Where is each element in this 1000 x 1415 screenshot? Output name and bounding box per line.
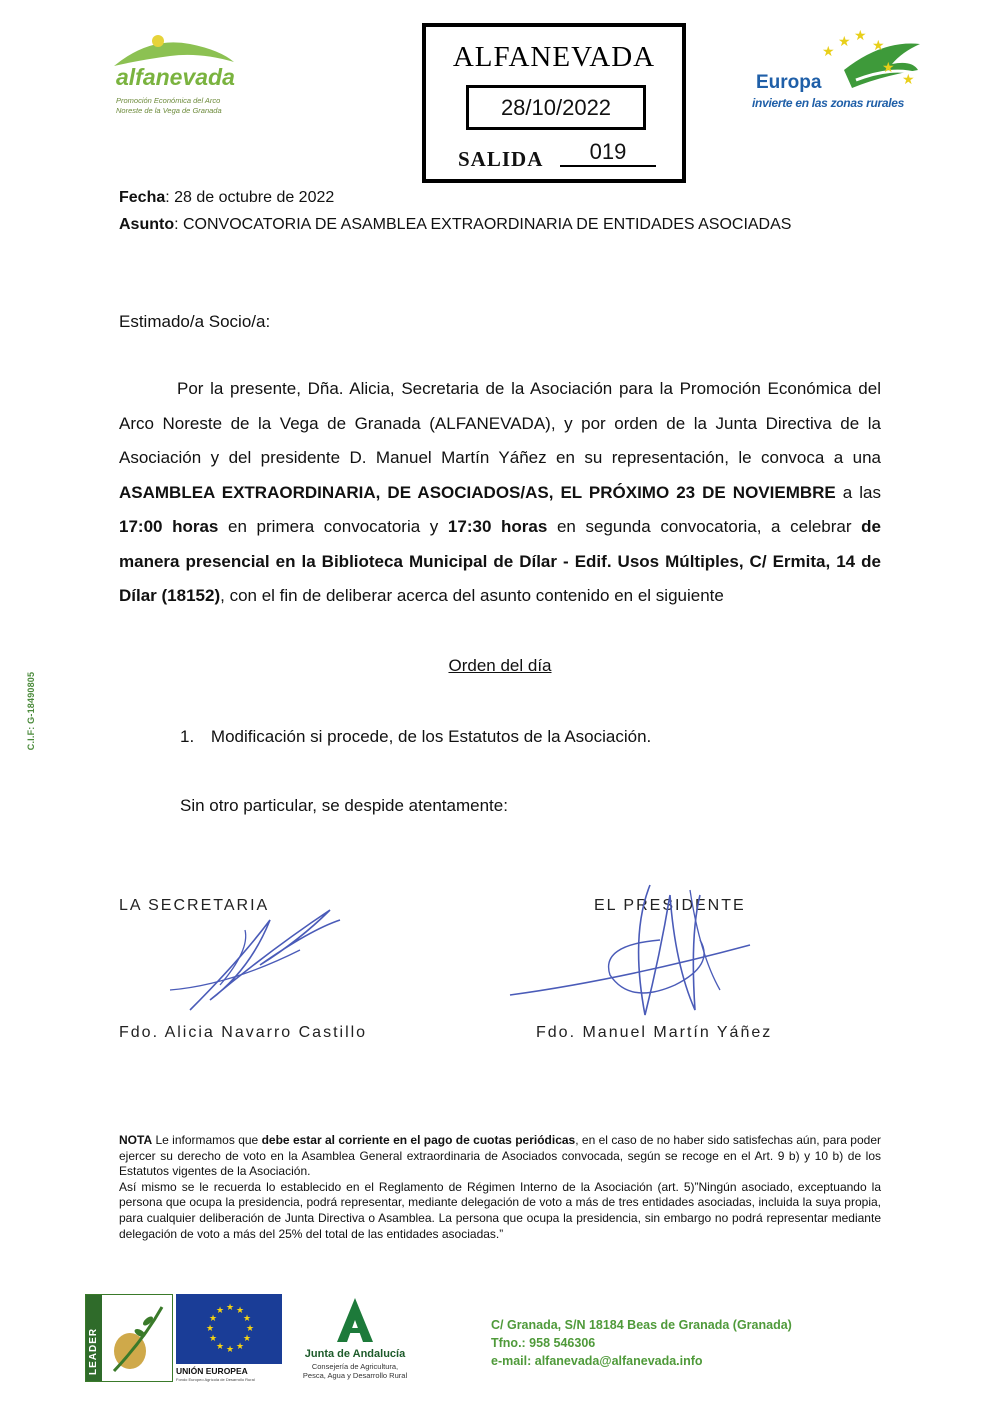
fecha-value: : 28 de octubre de 2022 bbox=[165, 189, 335, 206]
nota-paragraph-2: Así mismo se le recuerda lo establecido en el Reglamento de Régimen Interno de la Asociación (art. 5)”Ningún asociado, exceptuando la persona que ocupa la presidencia, podrá representar, mediante delegación de voto a más de tres entidades asociadas, incluida la suya propia, para cualquier deliberación de Junta Directiva o Asamblea. La persona que ocupa la presidencia, sin embargo no podrá representar mediante delegación de voto a más del 25% del total de las entidades asociadas.” bbox=[119, 1179, 881, 1241]
closing: Sin otro particular, se despide atentamente: bbox=[180, 796, 508, 815]
fecha-line bbox=[119, 189, 334, 207]
registry-stamp bbox=[422, 23, 686, 183]
p-text-3: en primera convocatoria y bbox=[218, 517, 448, 536]
junta-a-icon bbox=[335, 1296, 375, 1344]
p-bold-assembly: ASAMBLEA EXTRAORDINARIA, DE ASOCIADOS/AS, EL PRÓXIMO 23 DE NOVIEMBRE bbox=[119, 482, 836, 502]
leader-label: LEADER bbox=[88, 1327, 99, 1375]
greeting: Estimado/a Socio/a: bbox=[119, 312, 271, 331]
orden-title-wrap bbox=[0, 656, 1000, 676]
agenda-item-number: 1. bbox=[180, 727, 195, 746]
ue-sublabel: Fondo Europeo Agrícola de Desarrollo Rural bbox=[176, 1377, 255, 1382]
svg-text:★: ★ bbox=[216, 1305, 225, 1315]
svg-text:★: ★ bbox=[206, 1323, 215, 1333]
p-text-5: , con el fin de deliberar acerca del asunto contenido en el siguiente bbox=[220, 586, 724, 605]
nota-text-2: , en el caso de no haber sido satisfechas aún, para poder ejercer su derecho de voto en la Asamblea General extraordinaria de Asociados convocada, según se recoge en el Art. 9 b) y 10 b) de los Estatutos vigentes de la Asociación. bbox=[119, 1133, 882, 1179]
stamp-number: 019 bbox=[560, 139, 656, 167]
nota-paragraph-1 bbox=[119, 1133, 881, 1180]
asunto-label: Asunto bbox=[119, 216, 175, 233]
asunto-line bbox=[119, 216, 791, 234]
svg-text:★: ★ bbox=[236, 1341, 245, 1351]
p-text-4: en segunda convocatoria, a celebrar bbox=[547, 517, 862, 536]
svg-text:★: ★ bbox=[236, 1305, 245, 1315]
contact-email[interactable]: e-mail: alfanevada@alfanevada.info bbox=[491, 1354, 703, 1368]
svg-text:★: ★ bbox=[882, 59, 895, 75]
svg-text:★: ★ bbox=[226, 1344, 235, 1354]
leader-logo bbox=[85, 1294, 173, 1382]
junta-andalucia-logo bbox=[300, 1296, 410, 1386]
p-text-2: a las bbox=[835, 482, 881, 502]
orden-title: Orden del día bbox=[448, 656, 552, 675]
stamp-salida-label: SALIDA bbox=[458, 147, 544, 171]
asunto-value: : CONVOCATORIA DE ASAMBLEA EXTRAORDINARIA DE ENTIDADES ASOCIADAS bbox=[174, 216, 792, 233]
p-bold-venue: de manera presencial en la Biblioteca Municipal de Dílar - Edif. Usos Múltiples, C/ Ermita, 14 de Dílar (18152) bbox=[119, 517, 882, 605]
p-bold-time-2: 17:30 horas bbox=[447, 517, 548, 536]
p-text-1: Por la presente, Dña. Alicia, Secretaria de la Asociación para la Promoción Económica del Arco Noreste de la Vega de Granada (ALFANEVADA), y por orden de la Junta Directiva de la Asociación y del presidente D. Manuel Martín Yáñez en su representación, le convoca a una bbox=[119, 379, 881, 467]
junta-sub-1: Consejería de Agricultura, bbox=[311, 1362, 399, 1371]
ue-logo bbox=[176, 1294, 282, 1382]
main-paragraph bbox=[119, 372, 881, 614]
eu-flag-icon bbox=[176, 1294, 282, 1364]
svg-text:★: ★ bbox=[838, 33, 851, 49]
alfanevada-logo bbox=[110, 30, 250, 120]
svg-text:★: ★ bbox=[822, 43, 835, 59]
ue-label: UNIÓN EUROPEA bbox=[176, 1366, 248, 1376]
svg-text:★: ★ bbox=[872, 37, 885, 53]
presidente-name: Fdo. Manuel Martín Yáñez bbox=[536, 1024, 773, 1041]
contact-address: C/ Granada, S/N 18184 Beas de Granada (Granada) bbox=[491, 1318, 792, 1332]
svg-text:★: ★ bbox=[902, 71, 915, 87]
nota-label: NOTA bbox=[119, 1133, 153, 1147]
logo-name: alfanevada bbox=[116, 64, 235, 90]
stamp-title: ALFANEVADA bbox=[452, 41, 656, 73]
presidente-role: EL PRESIDENTE bbox=[594, 897, 746, 914]
side-cif bbox=[22, 670, 52, 760]
svg-text:★: ★ bbox=[243, 1333, 252, 1343]
svg-text:★: ★ bbox=[216, 1341, 225, 1351]
svg-text:★: ★ bbox=[209, 1333, 218, 1343]
leaf-icon bbox=[104, 1299, 170, 1377]
svg-text:★: ★ bbox=[243, 1313, 252, 1323]
logo-subtitle-2: Noreste de la Vega de Granada bbox=[116, 106, 222, 115]
europa-tagline: invierte en las zonas rurales bbox=[752, 96, 905, 110]
svg-text:★: ★ bbox=[246, 1323, 255, 1333]
nota-block bbox=[119, 1133, 881, 1242]
fecha-label: Fecha bbox=[119, 189, 166, 206]
agenda-item-text: Modificación si procede, de los Estatutos de la Asociación. bbox=[210, 727, 652, 746]
p-bold-time-1: 17:00 horas bbox=[119, 517, 219, 536]
europa-logo bbox=[752, 30, 922, 120]
svg-text:★: ★ bbox=[854, 30, 867, 43]
secretaria-role: LA SECRETARIA bbox=[119, 897, 270, 914]
presidente-signature bbox=[500, 875, 760, 1025]
secretaria-signature bbox=[150, 890, 380, 1030]
nota-bold-1: debe estar al corriente en el pago de cuotas periódicas bbox=[261, 1133, 576, 1147]
nota-text-1: Le informamos que bbox=[152, 1133, 262, 1147]
junta-title: Junta de Andalucía bbox=[304, 1348, 406, 1360]
europa-title: Europa bbox=[756, 72, 822, 93]
secretaria-name: Fdo. Alicia Navarro Castillo bbox=[119, 1024, 368, 1041]
agenda-item bbox=[180, 727, 651, 747]
stamp-date: 28/10/2022 bbox=[466, 85, 646, 130]
contact-phone: Tfno.: 958 546306 bbox=[491, 1336, 596, 1350]
svg-text:★: ★ bbox=[226, 1302, 235, 1312]
cif-text: C.I.F: G-18490805 bbox=[26, 671, 37, 751]
svg-text:★: ★ bbox=[209, 1313, 218, 1323]
logo-subtitle-1: Promoción Económica del Arco bbox=[116, 96, 221, 105]
junta-sub-2: Pesca, Agua y Desarrollo Rural bbox=[302, 1371, 408, 1380]
